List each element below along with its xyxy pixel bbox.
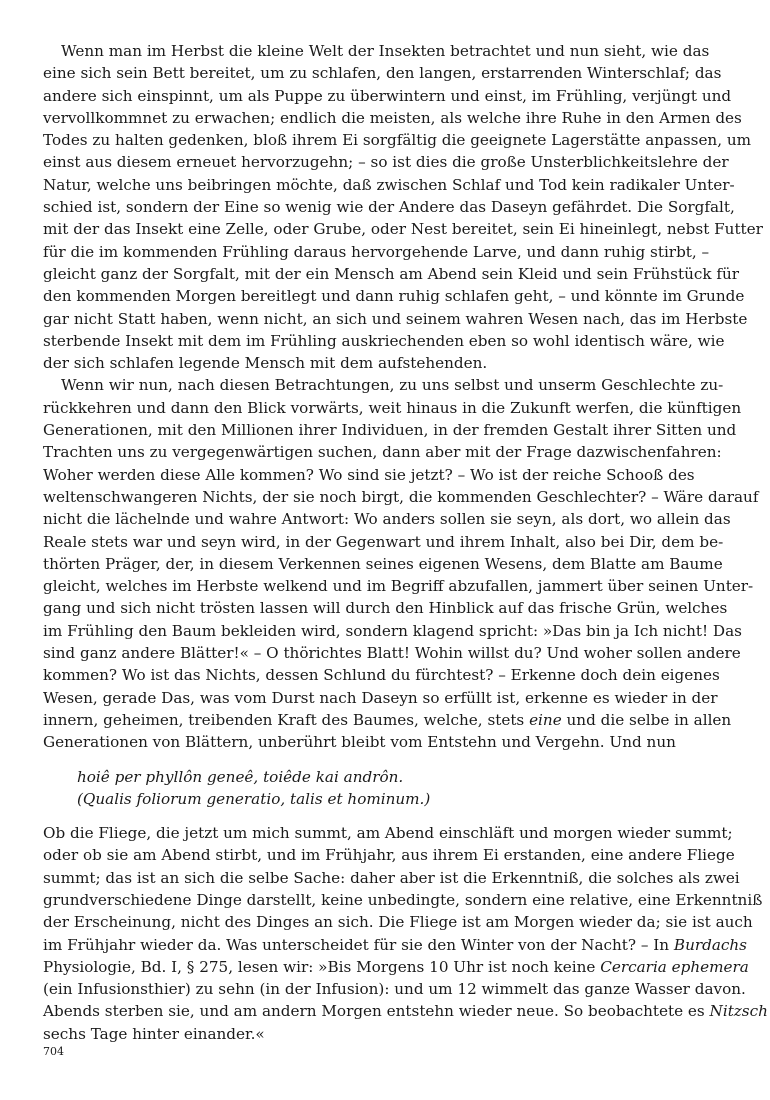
text-line: rückkehren und dann den Blick vorwärts, weit hinaus in die Zukunft werfen, die künftigen	[43, 398, 742, 417]
text-line: Todes zu halten gedenken, bloß ihrem Ei sorgfältig die geeignete Lagerstätte anpassen, um	[43, 131, 752, 150]
text-line	[43, 1000, 768, 1022]
text-run: Physiologie, Bd. I, § 275, lesen wir: »Bis Morgens 10 Uhr ist noch keine	[43, 957, 601, 976]
text-line	[43, 934, 747, 956]
text-line: vervollkommnet zu erwachen; endlich die meisten, als welche ihre Ruhe in den Armen des	[43, 108, 742, 127]
document-page	[43, 40, 768, 1045]
text-line: gleicht, welches im Herbste welkend und im Begriff abzufallen, jammert über seinen Unter-	[43, 577, 754, 596]
text-line: für die im kommenden Frühling daraus hervorgehende Larve, und dann ruhig stirbt, –	[43, 242, 710, 261]
quote-greek: hoiê per phyllôn geneê, toiêde kai andrôn.	[77, 767, 404, 786]
text-line: Reale stets war und seyn wird, in der Gegenwart und ihrem Inhalt, also bei Dir, dem be-	[43, 532, 724, 551]
text-line: Wenn man im Herbst die kleine Welt der Insekten betrachtet und nun sieht, wie das	[61, 42, 710, 60]
text-line	[43, 709, 732, 731]
text-line: weltenschwangeren Nichts, der sie noch birgt, die kommenden Geschlechter? – Wäre darauf	[43, 487, 759, 506]
text-line: Woher werden diese Alle kommen? Wo sind sie jetzt? – Wo ist der reiche Schooß des	[43, 465, 695, 484]
text-line: gleicht ganz der Sorgfalt, mit der ein Mensch am Abend sein Kleid und sein Frühstück für	[43, 264, 740, 283]
text-line: der Erscheinung, nicht des Dinges an sich. Die Fliege ist am Morgen wieder da; sie ist auch	[43, 913, 753, 932]
paragraph-fly	[43, 822, 768, 1045]
text-line: gang und sich nicht trösten lassen will durch den Hinblick auf das frische Grün, welches	[43, 599, 728, 618]
text-line: grundverschiedene Dinge darstellt, keine unbedingte, sondern eine relative, eine Erkenntniß	[43, 890, 763, 909]
text-line: einst aus diesem erneuet hervorzugehn; – so ist dies die große Unsterblichkeitslehre der	[43, 153, 729, 172]
text-line: sind ganz andere Blätter!« – O thörichtes Blatt! Wohin willst du? Und woher sollen andere	[43, 644, 741, 663]
text-line: im Frühling den Baum bekleiden wird, sondern klagend spricht: »Das bin ja Ich nicht! Das	[43, 621, 742, 640]
text-line: Wesen, gerade Das, was vom Durst nach Daseyn so erfüllt ist, erkenne es wieder in der	[43, 688, 718, 707]
emphasis-text: eine	[529, 710, 562, 729]
text-line: Ob die Fliege, die jetzt um mich summt, am Abend einschläft und morgen wieder summt;	[43, 824, 733, 843]
text-line: nicht die lächelnde und wahre Antwort: Wo anders sollen sie seyn, als dort, wo allein das	[43, 510, 731, 529]
paragraph-generations	[43, 374, 759, 753]
text-line: mit der das Insekt eine Zelle, oder Grube, oder Nest bereitet, sein Ei hineinlegt, nebst Futter	[43, 220, 763, 239]
text-line: Generationen, mit den Millionen ihrer Individuen, in der fremden Gestalt ihrer Sitten und	[43, 421, 737, 440]
emphasis-text: Burdachs	[673, 935, 747, 954]
paragraph-insects	[43, 40, 763, 374]
emphasis-text: Nitzsch	[709, 1002, 768, 1021]
text-line: Generationen von Blättern, unberührt bleibt vom Entstehn und Vergehn. Und nun	[43, 733, 676, 752]
quote-latin: (Qualis foliorum generatio, talis et hominum.)	[77, 789, 431, 808]
text-line: oder ob sie am Abend stirbt, und im Frühjahr, aus ihrem Ei erstanden, eine andere Fliege	[43, 846, 735, 865]
text-line: sechs Tage hinter einander.«	[43, 1024, 265, 1043]
text-line: schied ist, sondern der Eine so wenig wie der Andere das Daseyn gefährdet. Die Sorgfalt,	[43, 198, 735, 217]
block-quote	[43, 766, 661, 811]
text-line: Natur, welche uns beibringen möchte, daß zwischen Schlaf und Tod kein radikaler Unter-	[43, 175, 735, 194]
text-run: im Frühjahr wieder da. Was unterscheidet für sie den Winter von der Nacht? – In	[43, 935, 674, 954]
text-line: kommen? Wo ist das Nichts, dessen Schlund du fürchtest? – Erkenne doch dein eigenes	[43, 666, 720, 685]
text-line: den kommenden Morgen bereitlegt und dann ruhig schlafen geht, – und könnte im Grunde	[43, 287, 745, 306]
text-line: (ein Infusionsthier) zu sehn (in der Infusion): und um 12 wimmelt das ganze Wasser davon.	[43, 980, 746, 999]
text-line	[43, 956, 749, 978]
emphasis-text: Cercaria ephemera	[600, 957, 749, 976]
text-run: und die selbe in allen	[561, 710, 732, 729]
text-line: Wenn wir nun, nach diesen Betrachtungen, zu uns selbst und unserm Geschlechte zu-	[61, 376, 724, 395]
text-line: gar nicht Statt haben, wenn nicht, an sich und seinem wahren Wesen nach, das im Herbste	[43, 309, 748, 328]
text-run: Abends sterben sie, und am andern Morgen entstehn wieder neue. So beobachtete es	[43, 1002, 710, 1021]
text-line: eine sich sein Bett bereitet, um zu schlafen, den langen, erstarrenden Winterschlaf; das	[43, 64, 722, 83]
text-line: der sich schlafen legende Mensch mit dem aufstehenden.	[43, 354, 488, 373]
text-line: sterbende Insekt mit dem im Frühling auskriechenden eben so wohl identisch wäre, wie	[43, 331, 725, 350]
page-number: 704	[43, 1045, 64, 1058]
text-line: andere sich einspinnt, um als Puppe zu überwintern und einst, im Frühling, verjüngt und	[43, 86, 732, 105]
text-line: summt; das ist an sich die selbe Sache: daher aber ist die Erkenntniß, die solches als zwei	[43, 868, 740, 887]
text-line: Trachten uns zu vergegenwärtigen suchen, dann aber mit der Frage dazwischenfahren:	[43, 443, 722, 462]
text-run: innern, geheimen, treibenden Kraft des Baumes, welche, stets	[43, 710, 530, 729]
text-line: thörten Präger, der, in diesem Verkennen seines eigenen Wesens, dem Blatte am Baume	[43, 554, 723, 573]
